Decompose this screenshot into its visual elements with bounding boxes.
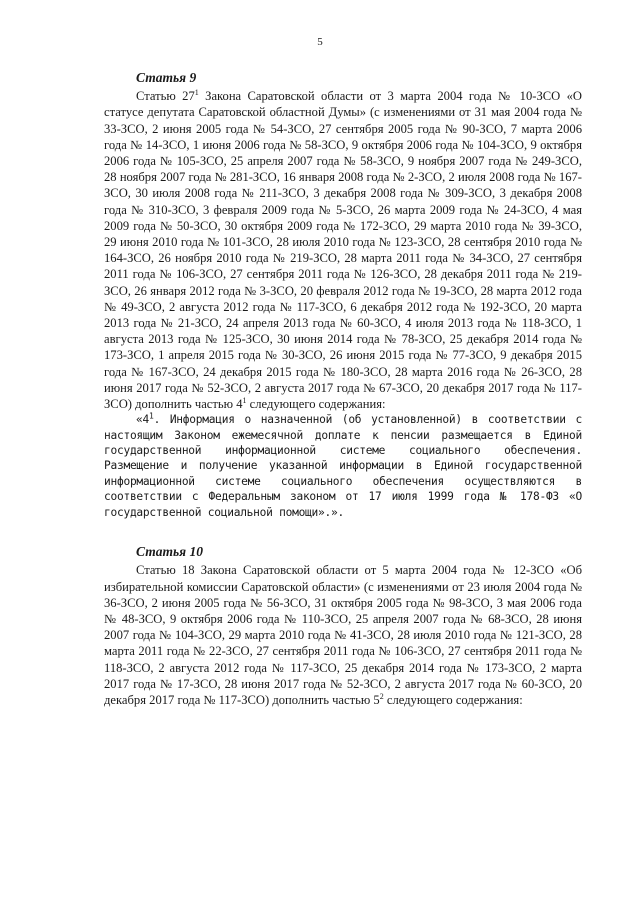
article-10-heading: Статья 10 [136,544,203,560]
quote-text: . Информация о назначенной (об установленной) в соответствии с настоящим Законом ежемесячной доплате к пенсии размещается в Единой государственной информационной системе социального обеспечения. Размещение и получение указанной информации в Единой государственной информационной системе социального обеспечения осуществляются в соответствии с Федеральным законом от 17 июля 1999 года № 178-ФЗ «О государственной социальной помощи».». [104,413,582,519]
article-10-text-end: следующего содержания: [383,692,523,707]
article-9-text-start: Статью 27 [136,89,195,104]
page-number: 5 [317,36,323,48]
article-9-heading: Статья 9 [136,70,197,85]
article-10-body [104,562,582,708]
section-spacer [104,520,582,544]
article-9-body [104,88,582,412]
article-10-part-superscript: 2 [379,691,384,701]
article-10-text-main: Статью 18 Закона Саратовской области от 5 марта 2004 года № 12-ЗСО «Об избирательной комиссии Саратовской области» (с изменениями от 23 июля 2004 года № 36-ЗСО, 2 июня 2005 года № 56-ЗСО, 31 октября 2005 года № 98-ЗСО, 3 мая 2006 года № 48-ЗСО, 9 октября 2006 года № 110-ЗСО, 25 апреля 2007 года № 68-ЗСО, 28 июня 2007 года № 104-ЗСО, 29 марта 2010 года № 41-ЗСО, 28 июля 2010 года № 121-ЗСО, 28 марта 2011 года № 22-ЗСО, 27 сентября 2011 года № 106-ЗСО, 27 сентября 2011 года № 118-ЗСО, 2 августа 2012 года № 117-ЗСО, 25 декабря 2014 года № 173-ЗСО, 2 марта 2017 года № 17-ЗСО, 28 июня 2017 года № 52-ЗСО, 2 августа 2017 года № 60-ЗСО, 20 декабря 2017 года № 117-ЗСО) дополнить частью 5 [104,563,582,707]
quote-start: «4 [136,413,149,427]
document-body [104,70,582,708]
article-9-superscript: 1 [194,88,199,98]
quote-superscript: 1 [148,411,154,421]
article-9-text-end: следующего содержания: [246,397,386,412]
article-9-amendment-quote [104,412,582,520]
article-9-part-superscript: 1 [242,395,247,405]
article-9-text-main: Закона Саратовской области от 3 марта 2004 года № 10-ЗСО «О статусе депутата Саратовской областной Думы» (с изменениями от 31 мая 2004 года № 33-ЗСО, 2 июня 2005 года № 54-ЗСО, 27 сентября 2005 года № 90-ЗСО, 7 марта 2006 года № 14-ЗСО, 1 июня 2006 года № 58-ЗСО, 9 октября 2006 года № 104-ЗСО, 9 октября 2006 года № 105-ЗСО, 25 апреля 2007 года № 58-ЗСО, 9 ноября 2007 года № 249-ЗСО, 28 ноября 2007 года № 281-ЗСО, 16 января 2008 года № 2-ЗСО, 2 июля 2008 года № 167-ЗСО, 30 июля 2008 года № 211-ЗСО, 3 декабря 2008 года № 309-ЗСО, 3 декабря 2008 года № 310-ЗСО, 3 февраля 2009 года № 5-ЗСО, 26 марта 2009 года № 24-ЗСО, 4 мая 2009 года № 50-ЗСО, 30 октября 2009 года № 172-ЗСО, 29 марта 2010 года № 39-ЗСО, 29 июня 2010 года № 101-ЗСО, 28 июля 2010 года № 123-ЗСО, 28 сентября 2010 года № 164-ЗСО, 26 ноября 2010 года № 219-ЗСО, 28 марта 2011 года № 34-ЗСО, 27 сентября 2011 года № 106-ЗСО, 27 сентября 2011 года № 126-ЗСО, 28 декабря 2011 года № 219-ЗСО, 26 января 2012 года № 3-ЗСО, 20 февраля 2012 года № 19-ЗСО, 28 марта 2012 года № 49-ЗСО, 2 августа 2012 года № 117-ЗСО, 6 декабря 2012 года № 192-ЗСО, 20 марта 2013 года № 21-ЗСО, 24 апреля 2013 года № 60-ЗСО, 4 июля 2013 года № 118-ЗСО, 1 августа 2013 года № 125-ЗСО, 30 июня 2014 года № 78-ЗСО, 25 декабря 2014 года № 173-ЗСО, 1 апреля 2015 года № 30-ЗСО, 26 июня 2015 года № 77-ЗСО, 9 декабря 2015 года № 167-ЗСО, 24 декабря 2015 года № 180-ЗСО, 28 марта 2016 года № 26-ЗСО, 28 июня 2017 года № 52-ЗСО, 2 августа 2017 года № 67-ЗСО, 20 декабря 2017 года № 117-ЗСО) дополнить частью 4 [104,89,582,412]
